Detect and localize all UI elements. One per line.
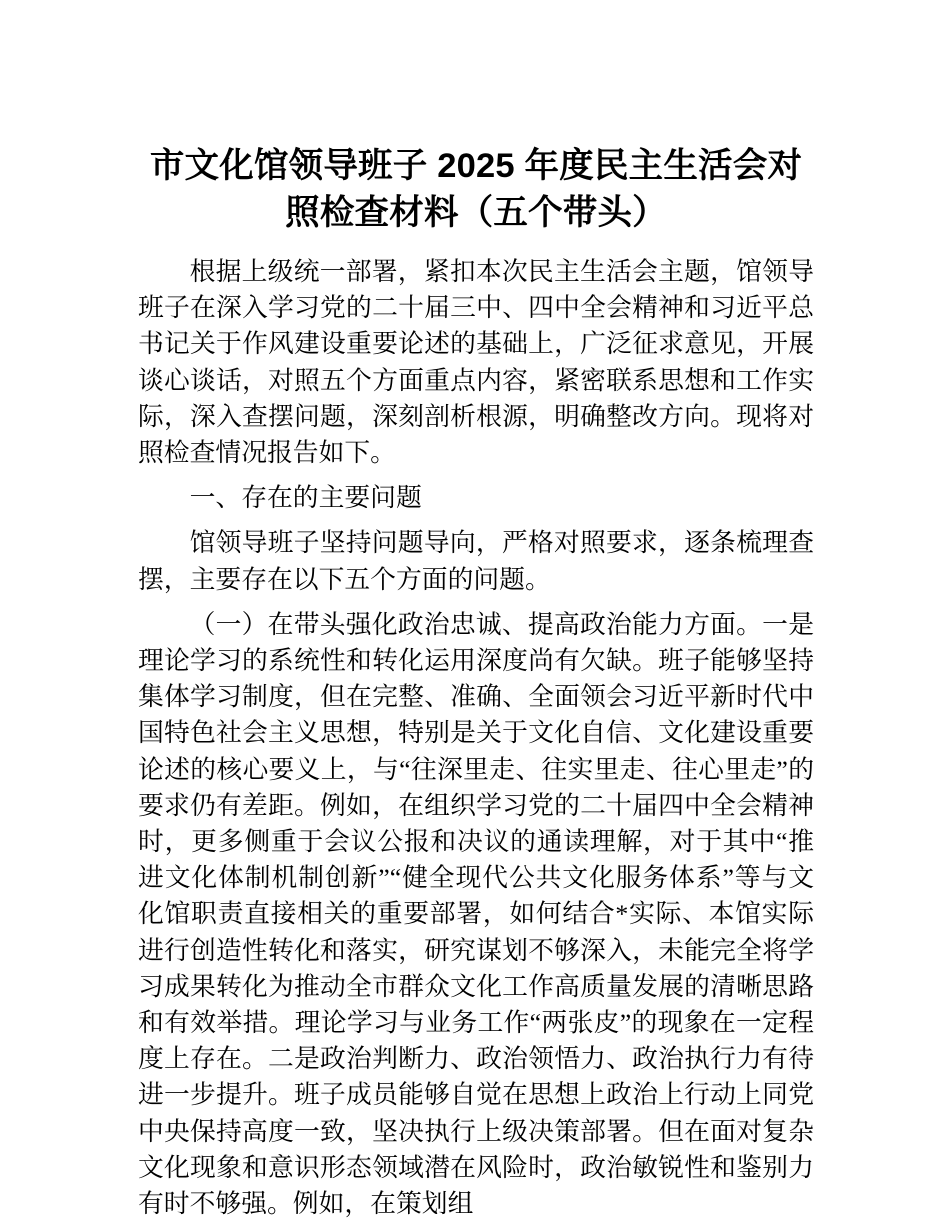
page-title: 市文化馆领导班子 2025 年度民主生活会对照检查材料（五个带头） [149,147,803,232]
paragraph-section-one-lead: 馆领导班子坚持问题导向，严格对照要求，逐条梳理查摆，主要存在以下五个方面的问题。 [138,528,814,594]
page-content-area [138,143,814,1222]
paragraph-intro: 根据上级统一部署，紧扣本次民主生活会主题，馆领导班子在深入学习党的二十届三中、四中全会精神和习近平总书记关于作风建设重要论述的基础上，广泛征求意见，开展谈心谈话，对照五个方面重点内容，紧密联系思想和工作实际，深入查摆问题，深刻剖析根源，明确整改方向。现将对照检查情况报告如下。 [138,257,814,468]
paragraph-item-one: （一）在带头强化政治忠诚、提高政治能力方面。一是理论学习的系统性和转化运用深度尚有欠缺。班子能够坚持集体学习制度，但在完整、准确、全面领会习近平新时代中国特色社会主义思想，特别是关于文化自信、文化建设重要论述的核心要义上，与“往深里走、往实里走、往心里走”的要求仍有差距。例如，在组织学习党的二十届四中全会精神时，更多侧重于会议公报和决议的通读理解，对于其中“推进文化体制机制创新”“健全现代公共文化服务体系”等与文化馆职责直接相关的重要部署，如何结合*实际、本馆实际进行创造性转化和落实，研究谋划不够深入，未能完全将学习成果转化为推动全市群众文化工作高质量发展的清晰思路和有效举措。理论学习与业务工作“两张皮”的现象在一定程度上存在。二是政治判断力、政治领悟力、政治执行力有待进一步提升。班子成员能够自觉在思想上政治上行动上同党中央保持高度一致，坚决执行上级决策部署。但在面对复杂文化现象和意识形态领域潜在风险时，政治敏锐性和鉴别力有时不够强。例如，在策划组 [138,609,814,1219]
section-heading-one: 一、存在的主要问题 [189,483,422,513]
